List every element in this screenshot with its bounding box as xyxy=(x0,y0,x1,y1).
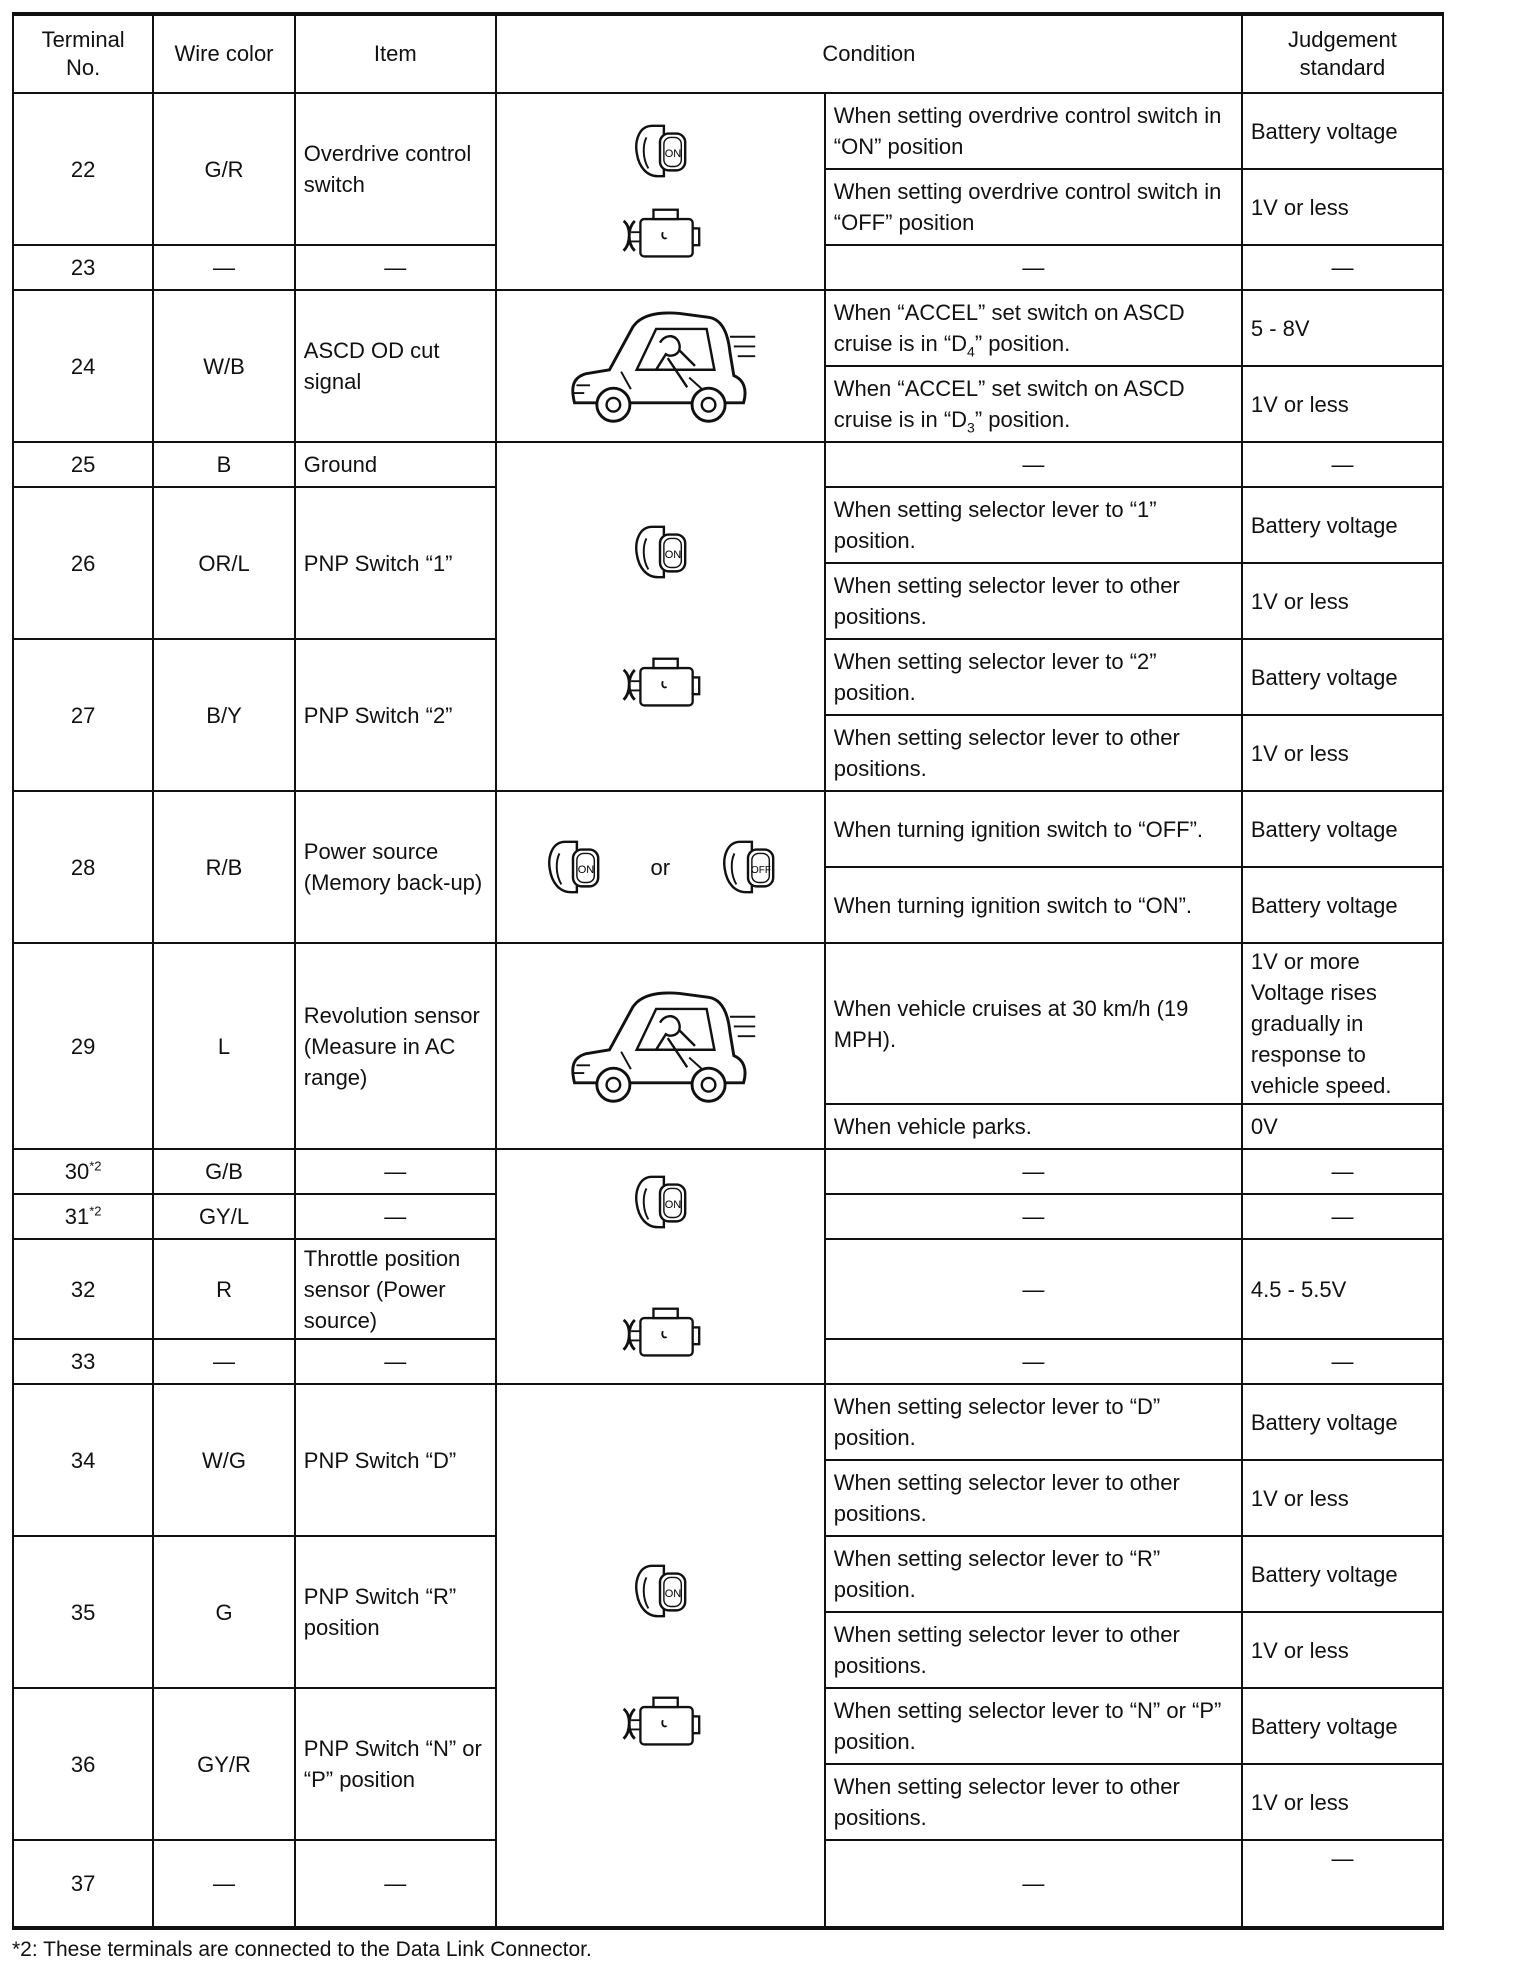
condition-text: When setting overdrive control switch in “ON” position xyxy=(825,93,1242,169)
header-row xyxy=(13,14,1443,93)
or-label: or xyxy=(650,854,671,880)
terminal-number: 32 xyxy=(13,1239,153,1339)
judgement-value: — xyxy=(1242,1840,1443,1928)
engine-running-icon xyxy=(618,653,702,713)
header-condition: Condition xyxy=(496,14,1242,93)
engine-running-icon xyxy=(618,204,702,264)
svg-text:OFF: OFF xyxy=(750,865,771,876)
terminal-number: 30$^{*2}$ xyxy=(13,1149,153,1194)
terminal-number: 36 xyxy=(13,1688,153,1840)
judgement-value: 1V or less xyxy=(1242,1764,1443,1840)
terminal-number: 35 xyxy=(13,1536,153,1688)
condition-text: When setting selector lever to “R” position. xyxy=(825,1536,1242,1612)
judgement-value: Battery voltage xyxy=(1242,1384,1443,1460)
ignition-key-on-icon xyxy=(542,836,604,898)
item-name: — xyxy=(295,1840,496,1928)
terminal-number: 33 xyxy=(13,1339,153,1384)
condition-text: When setting selector lever to other positions. xyxy=(825,715,1242,791)
ignition-key-on-icon xyxy=(629,1171,691,1233)
engine-running-icon xyxy=(618,1692,702,1752)
judgement-value: 5 - 8V xyxy=(1242,290,1443,366)
condition-text: When setting overdrive control switch in “OFF” position xyxy=(825,169,1242,245)
condition-text: — xyxy=(825,442,1242,487)
judgement-value: 1V or less xyxy=(1242,1460,1443,1536)
condition-text: When setting selector lever to other positions. xyxy=(825,1460,1242,1536)
header-item: Item xyxy=(295,14,496,93)
terminal-number: 23 xyxy=(13,245,153,290)
wire-color: G xyxy=(153,1536,295,1688)
svg-text:ON: ON xyxy=(665,1198,682,1211)
judgement-value: 4.5 - 5.5V xyxy=(1242,1239,1443,1339)
header-terminal-no: Terminal No. xyxy=(13,14,153,93)
condition-text: When turning ignition switch to “OFF”. xyxy=(825,791,1242,867)
judgement-value: — xyxy=(1242,1149,1443,1194)
terminal-number: 26 xyxy=(13,487,153,639)
wire-color: B/Y xyxy=(153,639,295,791)
condition-text: When vehicle parks. xyxy=(825,1104,1242,1149)
condition-text: — xyxy=(825,1239,1242,1339)
item-name: Throttle position sensor (Power source) xyxy=(295,1239,496,1339)
terminal-table xyxy=(12,12,1444,1930)
footnote-marker: *2 xyxy=(89,1158,102,1174)
header-wire-color: Wire color xyxy=(153,14,295,93)
wire-color: G/B xyxy=(153,1149,295,1194)
condition-text: — xyxy=(825,1840,1242,1928)
table-row xyxy=(13,1149,1443,1194)
table-row xyxy=(13,290,1443,366)
condition-text: When setting selector lever to other positions. xyxy=(825,1612,1242,1688)
wire-color: W/B xyxy=(153,290,295,442)
ignition-key-on-icon xyxy=(629,521,691,583)
wire-color: G/R xyxy=(153,93,295,245)
wire-color: L xyxy=(153,943,295,1149)
wire-color: R xyxy=(153,1239,295,1339)
judgement-value: Battery voltage xyxy=(1242,639,1443,715)
footnote-marker: *2 xyxy=(89,1203,102,1219)
table-row xyxy=(13,791,1443,867)
ignition-key-on-icon xyxy=(629,1560,691,1622)
condition-text: When setting selector lever to “D” position. xyxy=(825,1384,1242,1460)
judgement-value: 1V or less xyxy=(1242,563,1443,639)
driving-car-icon xyxy=(560,294,760,430)
judgement-value: Battery voltage xyxy=(1242,487,1443,563)
condition-text: When setting selector lever to other positions. xyxy=(825,1764,1242,1840)
footnote: *2: These terminals are connected to the Data Link Connector. xyxy=(12,1938,592,1961)
item-name: — xyxy=(295,245,496,290)
terminal-number: 27 xyxy=(13,639,153,791)
item-name: ASCD OD cut signal xyxy=(295,290,496,442)
condition-text: When “ACCEL” set switch on ASCD cruise is in “$D_3$” position. xyxy=(825,366,1242,442)
judgement-value: — xyxy=(1242,1339,1443,1384)
condition-icons xyxy=(496,943,825,1149)
item-name: PNP Switch “D” xyxy=(295,1384,496,1536)
condition-text: When vehicle cruises at 30 km/h (19 MPH). xyxy=(825,943,1242,1104)
item-name: — xyxy=(295,1339,496,1384)
item-name: Ground xyxy=(295,442,496,487)
item-name: Power source (Memory back-up) xyxy=(295,791,496,943)
wire-color: GY/R xyxy=(153,1688,295,1840)
judgement-value: 1V or less xyxy=(1242,1612,1443,1688)
terminal-number: 31$^{*2}$ xyxy=(13,1194,153,1239)
header-judgement: Judgement standard xyxy=(1242,14,1443,93)
judgement-value: 0V xyxy=(1242,1104,1443,1149)
item-name: PNP Switch “N” or “P” position xyxy=(295,1688,496,1840)
condition-text: — xyxy=(825,1339,1242,1384)
item-name: — xyxy=(295,1149,496,1194)
condition-icons xyxy=(496,442,825,791)
driving-car-icon xyxy=(560,974,760,1110)
condition-text: When setting selector lever to “2” position. xyxy=(825,639,1242,715)
judgement-value: — xyxy=(1242,442,1443,487)
terminal-number: 25 xyxy=(13,442,153,487)
terminal-number: 28 xyxy=(13,791,153,943)
item-name: Overdrive control switch xyxy=(295,93,496,245)
judgement-value: 1V or less xyxy=(1242,715,1443,791)
ignition-key-off-icon xyxy=(717,836,779,898)
svg-text:ON: ON xyxy=(665,1587,682,1600)
ignition-key-on-icon xyxy=(629,120,691,182)
terminal-number: 34 xyxy=(13,1384,153,1536)
svg-text:ON: ON xyxy=(665,548,682,561)
terminal-number: 29 xyxy=(13,943,153,1149)
wire-color: — xyxy=(153,1840,295,1928)
condition-text: — xyxy=(825,245,1242,290)
condition-text: — xyxy=(825,1194,1242,1239)
condition-icons xyxy=(496,1149,825,1384)
judgement-value: 1V or less xyxy=(1242,169,1443,245)
item-name: PNP Switch “R” position xyxy=(295,1536,496,1688)
table-row xyxy=(13,943,1443,1104)
judgement-value: 1V or less xyxy=(1242,366,1443,442)
condition-icons xyxy=(496,290,825,442)
judgement-value: Battery voltage xyxy=(1242,791,1443,867)
table-row xyxy=(13,93,1443,169)
terminal-number: 24 xyxy=(13,290,153,442)
condition-text: When “ACCEL” set switch on ASCD cruise is in “$D_4$” position. xyxy=(825,290,1242,366)
condition-text: When setting selector lever to other positions. xyxy=(825,563,1242,639)
wire-color: W/G xyxy=(153,1384,295,1536)
condition-text: When setting selector lever to “N” or “P” position. xyxy=(825,1688,1242,1764)
judgement-value: Battery voltage xyxy=(1242,867,1443,943)
terminal-number: 37 xyxy=(13,1840,153,1928)
wire-color: — xyxy=(153,245,295,290)
item-name: PNP Switch “2” xyxy=(295,639,496,791)
item-name: PNP Switch “1” xyxy=(295,487,496,639)
wire-color: GY/L xyxy=(153,1194,295,1239)
judgement-value: — xyxy=(1242,245,1443,290)
svg-text:ON: ON xyxy=(665,147,682,160)
wire-color: OR/L xyxy=(153,487,295,639)
table-row xyxy=(13,442,1443,487)
judgement-value: 1V or more Voltage rises gradually in response to vehicle speed. xyxy=(1242,943,1443,1104)
condition-icons xyxy=(496,1384,825,1928)
judgement-value: — xyxy=(1242,1194,1443,1239)
wire-color: R/B xyxy=(153,791,295,943)
wire-color: B xyxy=(153,442,295,487)
judgement-value: Battery voltage xyxy=(1242,1688,1443,1764)
judgement-value: Battery voltage xyxy=(1242,93,1443,169)
item-name: — xyxy=(295,1194,496,1239)
judgement-value: Battery voltage xyxy=(1242,1536,1443,1612)
wire-color: — xyxy=(153,1339,295,1384)
condition-text: — xyxy=(825,1149,1242,1194)
svg-text:ON: ON xyxy=(577,864,595,876)
condition-icons xyxy=(496,791,825,943)
table-row xyxy=(13,1384,1443,1460)
terminal-number: 22 xyxy=(13,93,153,245)
item-name: Revolution sensor (Measure in AC range) xyxy=(295,943,496,1149)
condition-text: When turning ignition switch to “ON”. xyxy=(825,867,1242,943)
condition-icons xyxy=(496,93,825,290)
terminal-spec-sheet xyxy=(12,12,1444,1962)
engine-running-icon xyxy=(618,1303,702,1363)
condition-text: When setting selector lever to “1” position. xyxy=(825,487,1242,563)
